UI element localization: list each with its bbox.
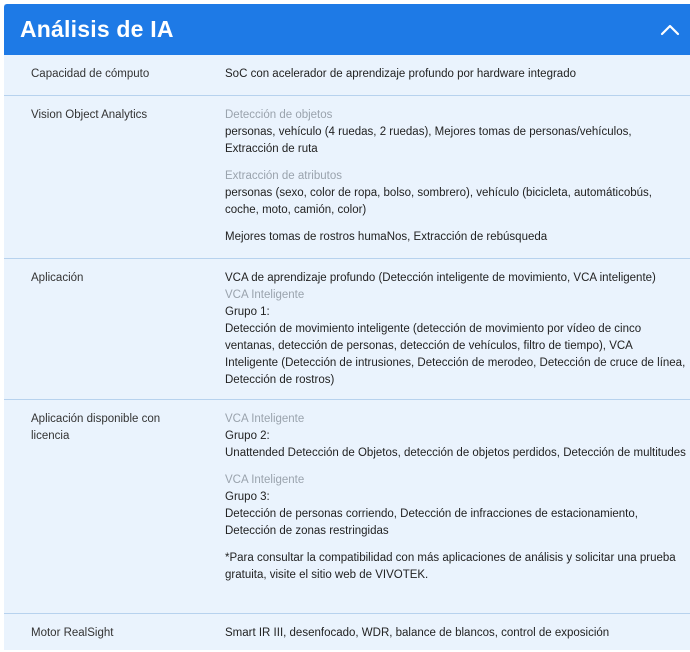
value-text: Unattended Detección de Objetos, detección de objetos perdidos, Detección de multitudes [225, 447, 686, 459]
chevron-up-icon[interactable] [650, 4, 690, 55]
section-header[interactable] [4, 4, 690, 55]
object-detection-block [225, 107, 686, 158]
value-text: personas (sexo, color de ropa, bolso, sombrero), vehículo (bicicleta, automáticobús, coche, moto, camión, color) [225, 187, 652, 216]
spec-row-vision-object-analytics [4, 96, 690, 259]
spec-row-application [4, 259, 690, 400]
group-label: Grupo 3: [225, 491, 270, 503]
note-text: *Para consultar la compatibilidad con más aplicaciones de análisis y solicitar una prueba gratuita, visite el sitio web de VIVOTEK. [225, 552, 676, 581]
spec-label: Aplicación [31, 272, 84, 284]
value-text: VCA de aprendizaje profundo (Detección inteligente de movimiento, VCA inteligente) [225, 272, 656, 284]
group-label: Grupo 2: [225, 430, 270, 442]
group-label: Grupo 1: [225, 306, 270, 318]
value-text: Detección de personas corriendo, Detección de infracciones de estacionamiento, Detección de zonas restringidas [225, 508, 638, 537]
group-3-block [225, 472, 686, 540]
subheading: VCA Inteligente [225, 474, 305, 486]
spec-value: SoC con acelerador de aprendizaje profundo por hardware integrado [225, 68, 576, 80]
subheading: VCA Inteligente [225, 413, 305, 425]
value-text: personas, vehículo (4 ruedas, 2 ruedas), Mejores tomas de personas/vehículos, Extracción de ruta [225, 126, 632, 155]
spec-row-licensed-application [4, 400, 690, 614]
subheading: VCA Inteligente [225, 289, 305, 301]
face-block [225, 229, 686, 246]
section-title: Análisis de IA [20, 16, 174, 42]
spec-label: Motor RealSight [31, 627, 114, 639]
value-text: Mejores tomas de rostros humaNos, Extracción de rebúsqueda [225, 231, 548, 243]
ai-analysis-panel [4, 4, 690, 650]
spec-label: Capacidad de cómputo [31, 68, 150, 80]
subheading: Detección de objetos [225, 109, 333, 121]
spec-table [4, 55, 690, 652]
subheading: Extracción de atributos [225, 170, 342, 182]
spec-value [198, 400, 690, 613]
note-block [225, 550, 686, 584]
group-2-block [225, 411, 686, 462]
spec-value [198, 96, 690, 258]
value-text: Detección de movimiento inteligente (detección de movimiento por vídeo de cinco ventanas, detección de personas, detección de vehículos, filtro de tiempo), VCA Inteligente (Detección de intrusiones, Detección de merodeo, Detección de cruce de línea, Detección de rostros) [225, 323, 686, 386]
spec-label: Aplicación disponible con licencia [31, 413, 161, 442]
spec-row-compute [4, 55, 690, 96]
spec-label: Vision Object Analytics [31, 109, 148, 121]
spec-value [198, 259, 690, 399]
spec-value: Smart IR III, desenfocado, WDR, balance de blancos, control de exposición [225, 627, 610, 639]
attribute-extraction-block [225, 168, 686, 219]
spec-row-realsight [4, 614, 690, 652]
